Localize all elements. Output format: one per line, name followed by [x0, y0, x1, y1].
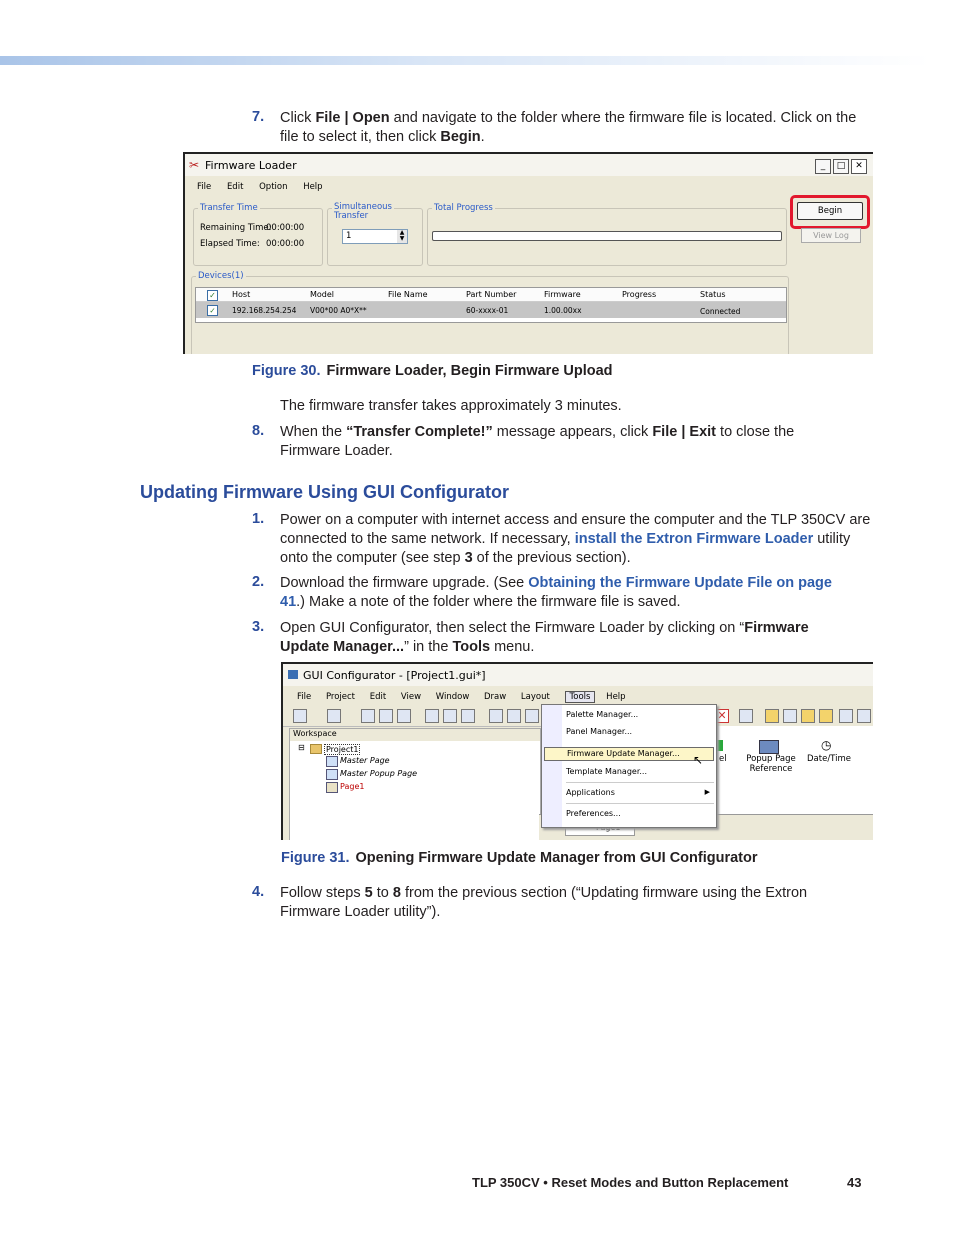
column-file-name: File Name: [388, 290, 428, 299]
cell-part-number: 60-xxxx-01: [466, 306, 509, 315]
folder-icon: [310, 744, 322, 754]
step-2-text: Download the firmware upgrade. (See Obtaining the Firmware Update File on page 41.) Make a note of the folder where the firmware file is saved.: [280, 575, 832, 610]
column-firmware: Firmware: [544, 290, 581, 299]
delete-icon[interactable]: ✕: [715, 709, 729, 723]
firmware-loader-screenshot: [183, 152, 873, 354]
menu-separator: [566, 803, 714, 804]
toolbar-tool-icon[interactable]: [507, 709, 521, 723]
step-8-number: 8.: [252, 423, 265, 439]
remaining-time-value: 00:00:00: [266, 223, 305, 233]
collapse-icon[interactable]: ⊟: [298, 743, 305, 752]
menu-edit[interactable]: Edit: [369, 692, 387, 702]
simultaneous-transfer-value: 1: [346, 231, 352, 241]
menu-help[interactable]: Help: [606, 692, 626, 702]
palette-item-date-time[interactable]: Date/Time: [807, 754, 851, 764]
menu-item-template-manager[interactable]: Template Manager...: [566, 767, 648, 776]
transfer-time-legend: Transfer Time: [200, 203, 258, 213]
spin-arrows-icon[interactable]: ▲ ▼: [397, 230, 407, 243]
toolbar-tool-icon[interactable]: [361, 709, 375, 723]
menu-file[interactable]: File: [297, 692, 312, 702]
tools-menu: [541, 704, 717, 828]
menu-item-preferences[interactable]: Preferences...: [566, 809, 621, 818]
mouse-cursor-icon: ↖: [693, 753, 704, 767]
menu-layout[interactable]: Layout: [520, 692, 550, 702]
elapsed-time-label: Elapsed Time:: [200, 239, 260, 249]
step-3-text: Open GUI Configurator, then select the Firmware Loader by clicking on “Firmware Update Manager...” in the Tools menu.: [280, 620, 809, 655]
page-icon: [326, 756, 338, 767]
menu-bar: [197, 182, 336, 192]
toolbar-tool-icon[interactable]: [397, 709, 411, 723]
step-1-text: Power on a computer with internet access and ensure the computer and the TLP 350CV are connected to the same network. If necessary, install the Extron Firmware Loader utility onto the computer (see step 3 of the previous section).: [280, 512, 871, 566]
close-icon[interactable]: ✕: [851, 159, 867, 174]
table-header: [196, 288, 786, 302]
window-titlebar: [283, 664, 873, 686]
step-4-number: 4.: [252, 884, 265, 900]
gui-configurator-icon: [288, 670, 298, 679]
total-progress-legend: Total Progress: [434, 203, 493, 213]
simultaneous-transfer-legend: Simultaneous Transfer: [334, 202, 392, 221]
step-8-text: When the “Transfer Complete!” message appears, click File | Exit to close the Firmware Loader.: [280, 424, 795, 459]
toolbar-tool-icon[interactable]: [443, 709, 457, 723]
total-progress-group: [427, 203, 787, 266]
figure-30-caption: Figure 30. Firmware Loader, Begin Firmware Upload: [252, 363, 613, 379]
transfer-note: The firmware transfer takes approximately 3 minutes.: [280, 398, 622, 414]
menu-item-firmware-update-manager[interactable]: Firmware Update Manager...: [544, 747, 714, 761]
toolbar-tool-icon[interactable]: [293, 709, 307, 723]
menu-separator: [566, 782, 714, 783]
toolbar-tool-icon[interactable]: [801, 709, 815, 723]
menu-item-panel-manager[interactable]: Panel Manager...: [566, 727, 633, 736]
toolbar-tool-icon[interactable]: [489, 709, 503, 723]
begin-button[interactable]: Begin: [797, 202, 863, 220]
device-checkbox[interactable]: ✓: [207, 305, 218, 316]
simultaneous-transfer-stepper[interactable]: [342, 229, 408, 244]
menu-edit[interactable]: Edit: [226, 182, 244, 192]
window-title: GUI Configurator - [Project1.gui*]: [303, 669, 486, 682]
section-heading: Updating Firmware Using GUI Configurator: [140, 482, 510, 502]
window-titlebar: [185, 154, 873, 176]
tree-item-project[interactable]: Project1: [326, 745, 359, 754]
toolbar-tool-icon[interactable]: [783, 709, 797, 723]
toolbar-tool-icon[interactable]: [839, 709, 853, 723]
menu-project[interactable]: Project: [325, 692, 356, 702]
toolbar-tool-icon[interactable]: [525, 709, 539, 723]
tree-item-page1[interactable]: Page1: [340, 782, 365, 791]
step-7-text: Click File | Open and navigate to the folder where the firmware file is located. Click on the file to select it, then click Begin.: [280, 110, 857, 145]
toolbar-tool-icon[interactable]: [379, 709, 393, 723]
remaining-time-label: Remaining Time:: [200, 223, 272, 233]
begin-highlight: [790, 195, 870, 229]
column-part-number: Part Number: [466, 290, 517, 299]
minimize-icon[interactable]: _: [815, 159, 831, 174]
page-icon: [326, 782, 338, 793]
devices-legend: Devices(1): [198, 271, 244, 281]
menu-option[interactable]: Option: [259, 182, 288, 192]
window-title: Firmware Loader: [205, 159, 297, 172]
step-2-number: 2.: [252, 574, 265, 590]
tree-item-master-page[interactable]: Master Page: [340, 756, 390, 765]
obtaining-firmware-link[interactable]: Obtaining the Firmware Update File on page 41: [280, 575, 832, 610]
step-4-text: Follow steps 5 to 8 from the previous section (“Updating firmware using the Extron Firmware Loader utility”).: [280, 885, 808, 920]
menu-item-applications[interactable]: Applications: [566, 788, 615, 797]
submenu-arrow-icon: ▶: [704, 788, 710, 796]
cell-host: 192.168.254.254: [232, 306, 297, 315]
step-1-number: 1.: [252, 511, 265, 527]
menu-view[interactable]: View: [400, 692, 422, 702]
toolbar-tool-icon[interactable]: [425, 709, 439, 723]
column-model: Model: [310, 290, 335, 299]
toolbar-tool-icon[interactable]: [461, 709, 475, 723]
gui-configurator-screenshot: [281, 662, 873, 840]
figure-31-caption: Figure 31. Opening Firmware Update Manager from GUI Configurator: [281, 850, 758, 866]
palette-item-panel[interactable]: el: [719, 754, 727, 764]
column-host: Host: [232, 290, 251, 299]
devices-table: [195, 287, 787, 323]
page-icon: [326, 769, 338, 780]
firmware-loader-icon: ✂: [189, 158, 200, 172]
menu-item-palette-manager[interactable]: Palette Manager...: [566, 710, 639, 719]
cell-firmware: 1.00.00xx: [544, 306, 582, 315]
transfer-time-group: [193, 203, 323, 266]
column-progress: Progress: [622, 290, 657, 299]
cell-status: Connected: [700, 307, 741, 316]
header-accent-bar: [0, 56, 930, 65]
menu-bar: [297, 692, 638, 702]
tree-item-master-popup-page[interactable]: Master Popup Page: [340, 769, 418, 778]
menu-file[interactable]: File: [197, 182, 212, 192]
toolbar-tool-icon[interactable]: [765, 709, 779, 723]
cell-model: V00*00 A0*X**: [310, 306, 367, 315]
simultaneous-transfer-group: [327, 202, 423, 266]
page-number: 43: [847, 1175, 862, 1190]
menu-help[interactable]: Help: [303, 182, 323, 192]
footer-title: TLP 350CV • Reset Modes and Button Replacement: [472, 1175, 789, 1190]
menu-window[interactable]: Window: [435, 692, 470, 702]
select-all-checkbox[interactable]: ✓: [207, 290, 218, 301]
menu-icon-strip: [542, 705, 562, 827]
toolbar-tool-icon[interactable]: [857, 709, 871, 723]
total-progress-bar: [432, 231, 782, 241]
menu-draw[interactable]: Draw: [484, 692, 507, 702]
step-7-number: 7.: [252, 109, 265, 125]
toolbar-tool-icon[interactable]: [327, 709, 341, 723]
toolbar-tool-icon[interactable]: [739, 709, 753, 723]
popup-page-icon: [759, 740, 779, 754]
menu-tools[interactable]: Tools: [565, 691, 596, 703]
step-3-number: 3.: [252, 619, 265, 635]
maximize-icon[interactable]: □: [833, 159, 849, 174]
column-status: Status: [700, 290, 726, 299]
workspace-header: Workspace: [290, 729, 540, 741]
elapsed-time-value: 00:00:00: [266, 239, 305, 249]
toolbar-tool-icon[interactable]: [819, 709, 833, 723]
clock-icon: ◷: [821, 738, 832, 752]
install-firmware-loader-link[interactable]: install the Extron Firmware Loader: [574, 531, 814, 547]
workspace-panel: [289, 728, 541, 840]
palette-item-popup-page-reference[interactable]: Popup Page Reference: [746, 754, 796, 774]
table-row[interactable]: [196, 302, 786, 318]
view-log-button[interactable]: View Log: [801, 228, 861, 243]
